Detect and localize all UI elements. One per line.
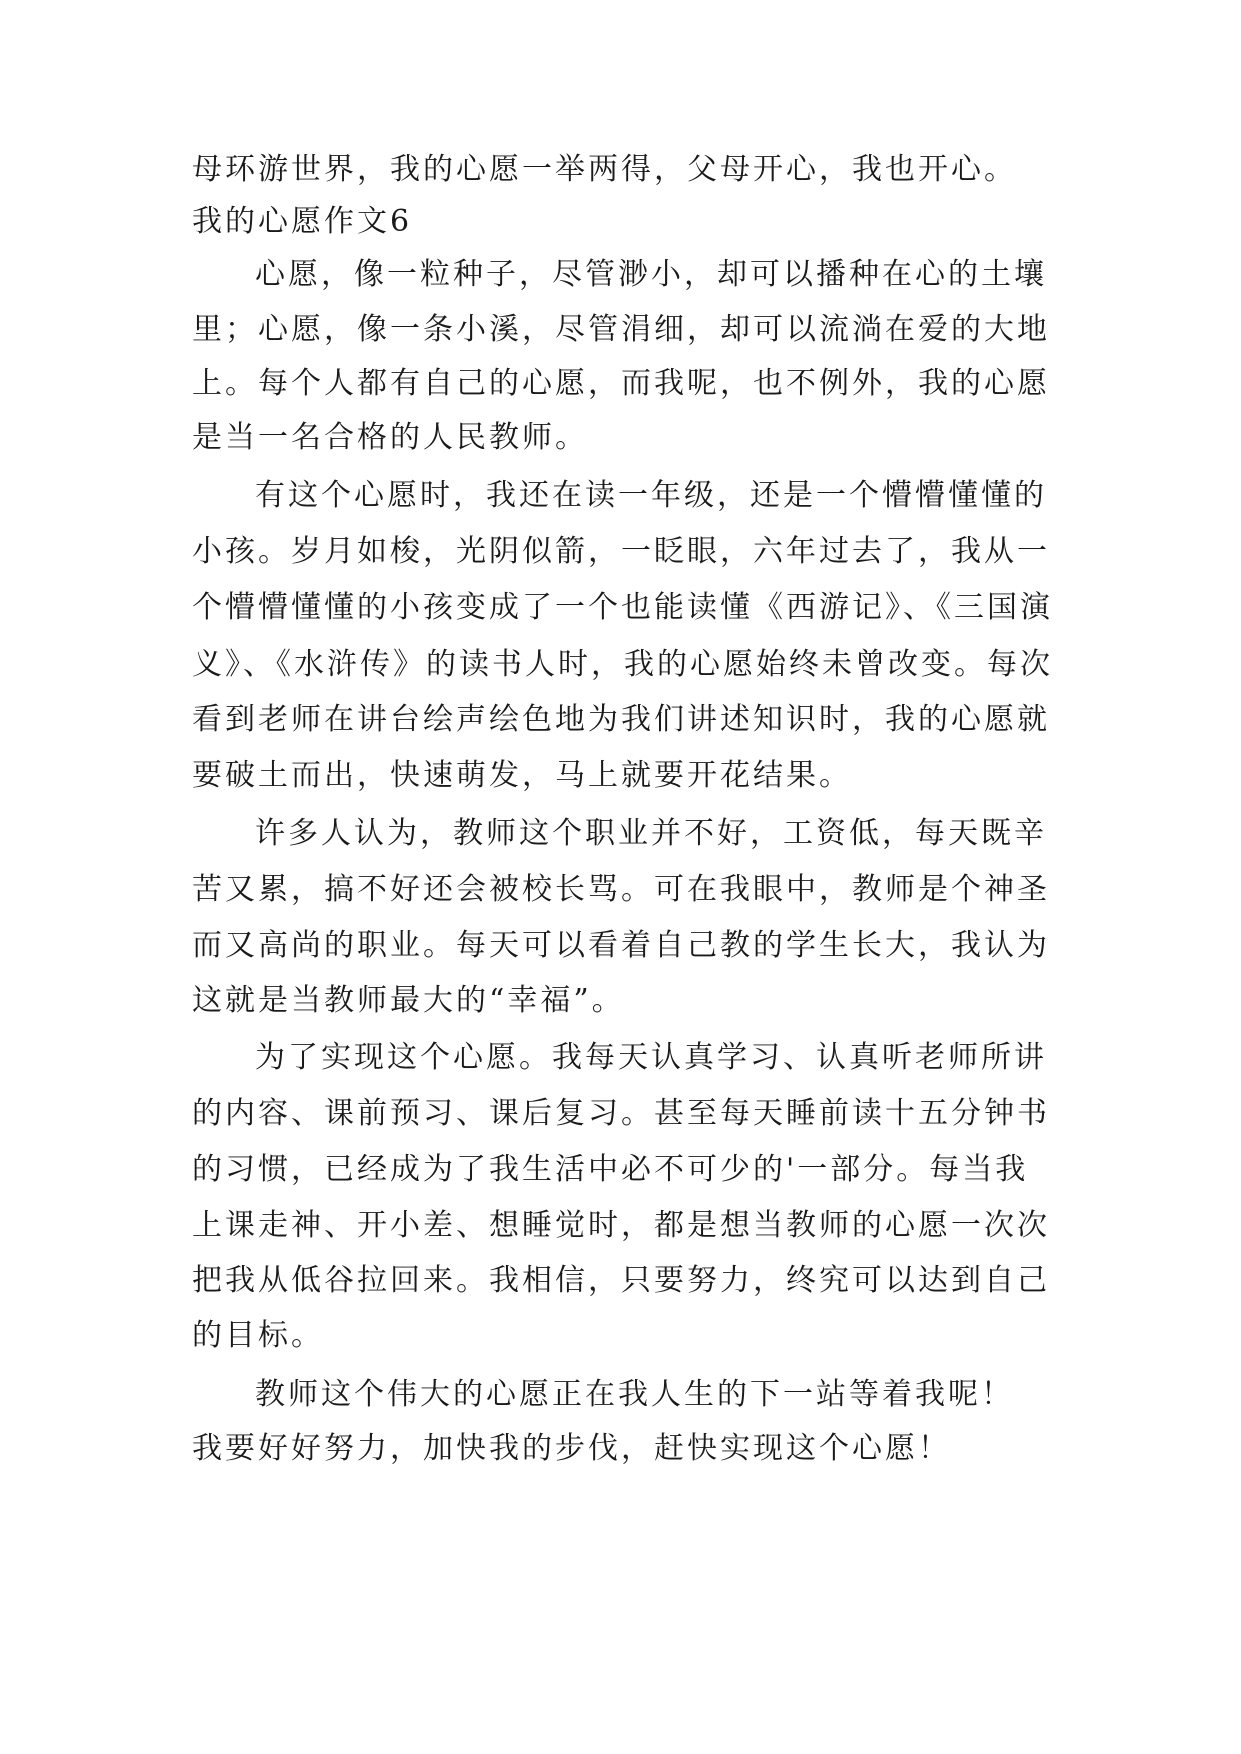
paragraph-4-line-5: 把我从低谷拉回来。我相信，只要努力，终究可以达到自己 xyxy=(192,1263,1050,1298)
paragraph-2-line-4: 义》、《水浒传》的读书人时，我的心愿始终未曾改变。每次 xyxy=(192,647,1053,682)
paragraph-3-line-2: 苦又累，搞不好还会被校长骂。可在我眼中，教师是个神圣 xyxy=(192,872,1050,907)
paragraph-1-line-1: 心愿，像一粒种子，尽管渺小，却可以播种在心的土壤 xyxy=(255,257,1047,292)
paragraph-4-line-2: 的内容、课前预习、课后复习。甚至每天睡前读十五分钟书 xyxy=(192,1096,1050,1131)
paragraph-2-line-5: 看到老师在讲台绘声绘色地为我们讲述知识时，我的心愿就 xyxy=(192,702,1050,737)
paragraph-2-line-2: 小孩。岁月如梭，光阴似箭，一眨眼，六年过去了，我从一 xyxy=(192,534,1050,569)
paragraph-2-line-6: 要破土而出，快速萌发，马上就要开花结果。 xyxy=(192,758,852,793)
paragraph-2-line-1: 有这个心愿时，我还在读一年级，还是一个懵懵懂懂的 xyxy=(255,478,1047,513)
paragraph-5-line-1: 教师这个伟大的心愿正在我人生的下一站等着我呢！ xyxy=(255,1377,1014,1412)
paragraph-4-line-3: 的习惯，已经成为了我生活中必不可少的'一部分。每当我 xyxy=(192,1152,1029,1187)
continuation-line: 母环游世界，我的心愿一举两得，父母开心，我也开心。 xyxy=(192,152,1017,187)
paragraph-3-line-4: 这就是当教师最大的“幸福”。 xyxy=(192,983,625,1018)
paragraph-4-line-1: 为了实现这个心愿。我每天认真学习、认真听老师所讲 xyxy=(255,1040,1047,1075)
essay-heading: 我的心愿作文6 xyxy=(192,204,413,239)
paragraph-3-line-1: 许多人认为，教师这个职业并不好，工资低，每天既辛 xyxy=(255,816,1047,851)
paragraph-3-line-3: 而又高尚的职业。每天可以看着自己教的学生长大，我认为 xyxy=(192,928,1050,963)
paragraph-4-line-6: 的目标。 xyxy=(192,1318,324,1353)
paragraph-5-line-2: 我要好好努力，加快我的步伐，赶快实现这个心愿！ xyxy=(192,1431,951,1466)
paragraph-1-line-2: 里；心愿，像一条小溪，尽管涓细，却可以流淌在爱的大地 xyxy=(192,312,1050,347)
paragraph-1-line-4: 是当一名合格的人民教师。 xyxy=(192,420,588,455)
paragraph-4-line-4: 上课走神、开小差、想睡觉时，都是想当教师的心愿一次次 xyxy=(192,1208,1050,1243)
paragraph-2-line-3: 个懵懵懂懂的小孩变成了一个也能读懂《西游记》、《三国演 xyxy=(192,590,1053,625)
paragraph-1-line-3: 上。每个人都有自己的心愿，而我呢，也不例外，我的心愿 xyxy=(192,366,1050,401)
